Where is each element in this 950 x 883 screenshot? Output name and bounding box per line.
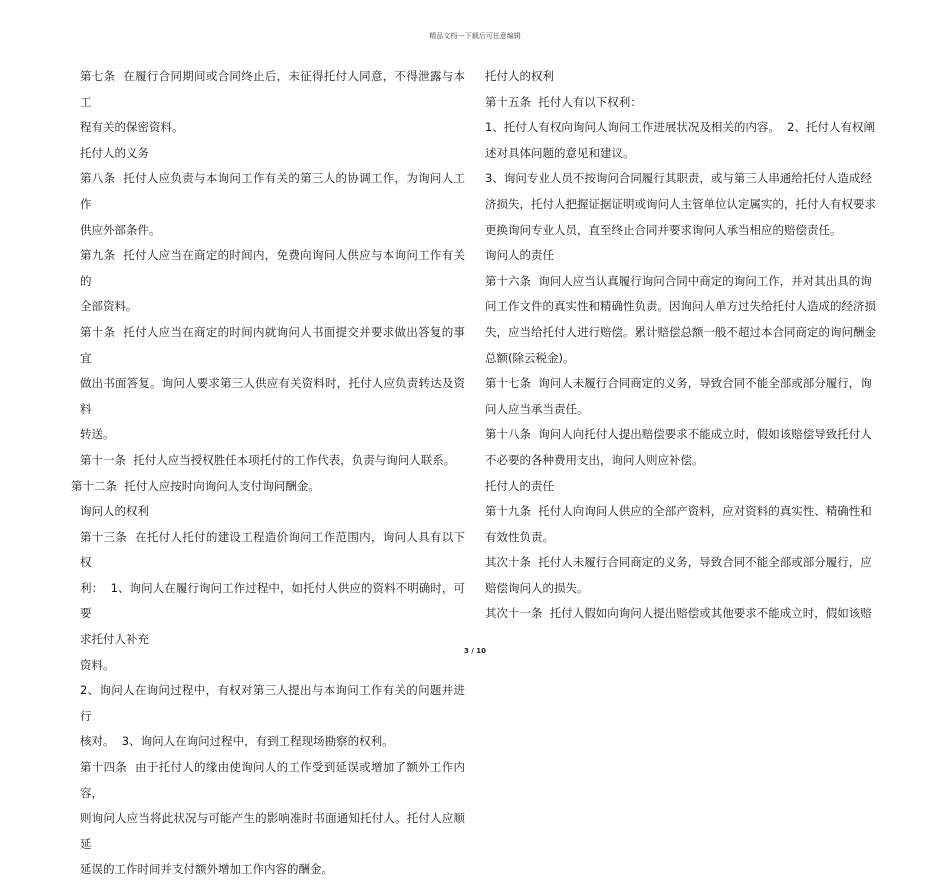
page-header: 精品文档---下载后可任意编辑 — [429, 32, 521, 40]
paragraph-line: 则询问人应当将此状况与可能产生的影响准时书面通知托付人。托付人应顺延 — [80, 811, 465, 851]
paragraph-line: 资料。 — [80, 657, 115, 672]
paragraph-line: 1、托付人有权向询问人询问工作进展状况及相关的内容。 2、托付人有权阐 — [485, 120, 875, 135]
paragraph-line: 第十一条 托付人应当授权胜任本项托付的工作代表，负责与询问人联系。 — [80, 452, 456, 467]
paragraph-line: 供应外部条件。 — [80, 222, 161, 237]
page-number: 3 / 10 — [463, 647, 487, 655]
paragraph-line: 失，应当给托付人进行赔偿。累计赔偿总额一般不超过本合同商定的询问酬金 — [485, 324, 876, 339]
paragraph-line: 更换询问专业人员，直至终止合同并要求询问人承当相应的赔偿责任。 — [485, 222, 842, 237]
paragraph-line: 赔偿询问人的损失。 — [485, 580, 589, 595]
paragraph-line: 第八条 托付人应负责与本询问工作有关的第三人的协调工作，为询问人工作 — [80, 171, 465, 211]
paragraph-line: 总额(除云税金)。 — [485, 350, 575, 365]
right-column — [485, 64, 877, 627]
section-heading: 询问人的责任 — [485, 248, 554, 263]
paragraph-line: 转送。 — [80, 427, 115, 442]
paragraph-line: 第十五条 托付人有以下权利： — [485, 94, 642, 109]
paragraph-line: 问工作文件的真实性和精确性负责。因询问人单方过失给托付人造成的经济损 — [485, 299, 876, 314]
paragraph-line: 第十二条 托付人应按时向询问人支付询问酬金。 — [71, 478, 320, 493]
paragraph-line: 第十九条 托付人向询问人供应的全部产资料，应对资料的真实性、精确性和 — [485, 504, 872, 519]
paragraph-line: 第七条 在履行合同期间或合同终止后，未征得托付人同意，不得泄露与本工 — [80, 69, 465, 109]
section-heading: 询问人的权利 — [80, 504, 149, 519]
paragraph-line: 利： 1、询问人在履行询问工作过程中，如托付人供应的资料不明确时，可要 — [80, 580, 465, 621]
section-heading: 托付人的义务 — [80, 145, 149, 160]
section-heading: 托付人的责任 — [485, 478, 554, 493]
paragraph-line: 有效性负责。 — [485, 529, 554, 544]
paragraph-line: 2、询问人在询问过程中，有权对第三人提出与本询问工作有关的问题并进行 — [80, 683, 465, 723]
paragraph-line: 第十六条 询问人应当认真履行询问合同中商定的询问工作，并对其出具的询 — [485, 273, 872, 288]
paragraph-line: 第十三条 在托付人托付的建设工程造价询问工作范围内，询问人具有以下权 — [80, 529, 465, 570]
paragraph-line: 做出书面答复。询问人要求第三人供应有关资料时，托付人应负责转达及资料 — [80, 376, 465, 416]
paragraph-line: 其次十条 托付人未履行合同商定的义务，导致合同不能全部或部分履行，应 — [485, 555, 872, 570]
paragraph-line: 其次十一条 托付人假如向询问人提出赔偿或其他要求不能成立时，假如该赔 — [485, 606, 872, 621]
paragraph-line: 述对具体问题的意见和建议。 — [485, 145, 635, 160]
paragraph-line: 延误的工作时间并支付额外增加工作内容的酬金。 — [80, 862, 333, 877]
paragraph-line: 济损失，托付人把握证据证明或询问人主管单位认定属实的，托付人有权要求 — [485, 196, 876, 211]
paragraph-line: 程有关的保密资料。 — [80, 120, 184, 135]
paragraph-line: 3、询问专业人员不按询问合同履行其职责，或与第三人串通给托付人造成经 — [485, 171, 872, 186]
paragraph-line: 核对。 3、询问人在询问过程中，有到工程现场勘察的权利。 — [80, 734, 394, 749]
section-heading: 托付人的权利 — [485, 69, 554, 83]
paragraph-line: 第十四条 由于托付人的缘由使询问人的工作受到延误或增加了额外工作内容， — [80, 760, 465, 800]
paragraph-line: 不必要的各种费用支出，询问人则应补偿。 — [485, 452, 704, 467]
paragraph-line: 第十七条 询问人未履行合同商定的义务，导致合同不能全部或部分履行，询 — [485, 376, 872, 391]
paragraph-line: 问人应当承当责任。 — [485, 401, 589, 416]
left-column — [71, 64, 465, 883]
paragraph-line: 第九条 托付人应当在商定的时间内，免费向询问人供应与本询问工作有关的 — [80, 248, 465, 288]
paragraph-line: 求托付人补充 — [80, 632, 149, 647]
paragraph-line: 第十八条 询问人向托付人提出赔偿要求不能成立时，假如该赔偿导致托付人 — [485, 427, 872, 442]
paragraph-line: 第十条 托付人应当在商定的时间内就询问人书面提交并要求做出答复的事宜 — [80, 324, 465, 365]
paragraph-line: 全部资料。 — [80, 299, 138, 314]
